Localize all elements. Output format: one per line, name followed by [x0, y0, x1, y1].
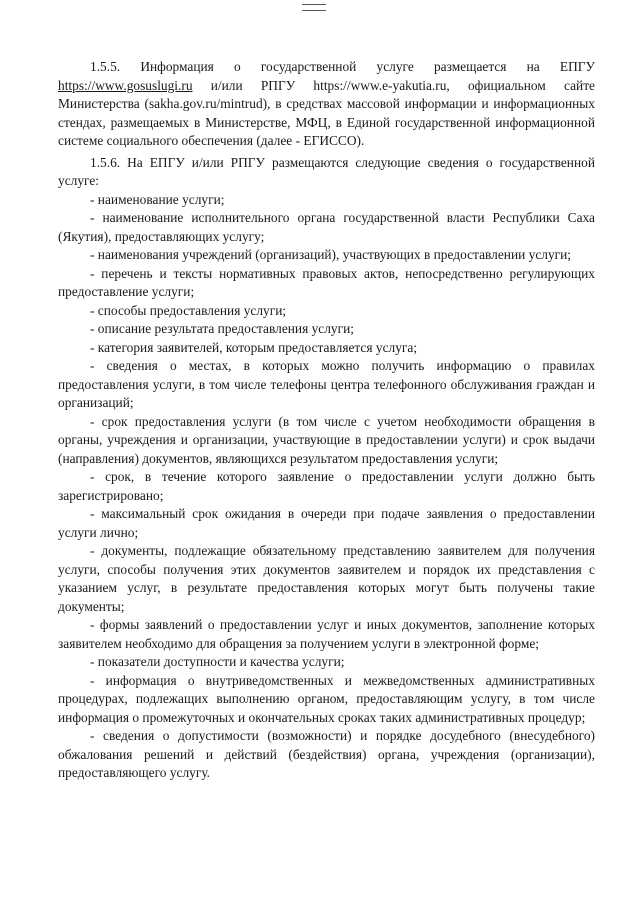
list-item: - описание результата предоставления услуги;: [90, 321, 355, 336]
paragraph-1-5-5: [58, 58, 595, 151]
paragraph-1-5-5-suffix: и/или РПГУ https://www.e-yakutia.ru, официальном сайте Министерства (sakha.gov.ru/mintrud), в средствах массовой информации и информационных стендах, размещаемых в Министерстве, МФЦ, в Единой государственной информационной системе социального обеспечения (далее - ЕГИССО).: [58, 77, 595, 148]
list-item: - показатели доступности и качества услуги;: [90, 654, 345, 669]
list-item: - наименования учреждений (организаций), участвующих в предоставлении услуги;: [90, 247, 572, 262]
document-body: [58, 58, 595, 783]
list-item: - сведения о допустимости (возможности) и порядке досудебного (внесудебного) обжалования решений и действий (бездействия) органа, учреждения (организации), предоставляющего услугу.: [58, 728, 595, 780]
list-item: - информация о внутриведомственных и межведомственных административных процедурах, подлежащих выполнению органом, предоставляющим услугу, в том числе информация о промежуточных и окончательных сроках таких административных процедур;: [58, 672, 595, 725]
list-item: - способы предоставления услуги;: [90, 302, 287, 318]
list-item: - перечень и тексты нормативных правовых актов, непосредственно регулирующих предоставление услуги;: [58, 265, 595, 299]
list-item: - срок предоставления услуги (в том числе с учетом необходимости обращения в органы, учреждения и организации, участвующие в предоставлении услуги) и срок выдачи (направления) документов, являющихся результатом предоставления услуги;: [58, 413, 595, 466]
list-item: - документы, подлежащие обязательному представлению заявителем для получения услуги, способы получения этих документов заявителем и порядок их представления с указанием услуг, в результате предоставления которых могут быть получены такие документы;: [58, 543, 595, 614]
list-item: - максимальный срок ожидания в очереди при подаче заявления о предоставлении услуги лично;: [58, 506, 595, 540]
list-item: - категория заявителей, которым предоставляется услуга;: [90, 339, 418, 355]
list-item: - сведения о местах, в которых можно получить информацию о правилах предоставления услуги, в том числе телефоны центра телефонного обслуживания граждан и организаций;: [58, 358, 595, 410]
list-item: - наименование услуги;: [90, 191, 225, 207]
list-item: - срок, в течение которого заявление о предоставлении услуги должно быть зарегистрировано;: [58, 469, 595, 503]
gosuslugi-link[interactable]: https://www.gosuslugi.ru: [58, 77, 193, 93]
list-item: - формы заявлений о предоставлении услуг и иных документов, заполнение которых заявителем необходимо для обращения за получением услуги в электронной форме;: [58, 617, 595, 651]
paragraph-1-5-5-prefix: 1.5.5. Информация о государственной услуге размещается на ЕПГУ: [90, 59, 595, 74]
paragraph-1-5-6: 1.5.6. На ЕПГУ и/или РПГУ размещаются следующие сведения о государственной услуге:: [58, 154, 595, 188]
page-top-mark: [302, 4, 326, 11]
list-item: - наименование исполнительного органа государственной власти Республики Саха (Якутия), предоставляющих услугу;: [58, 210, 595, 244]
